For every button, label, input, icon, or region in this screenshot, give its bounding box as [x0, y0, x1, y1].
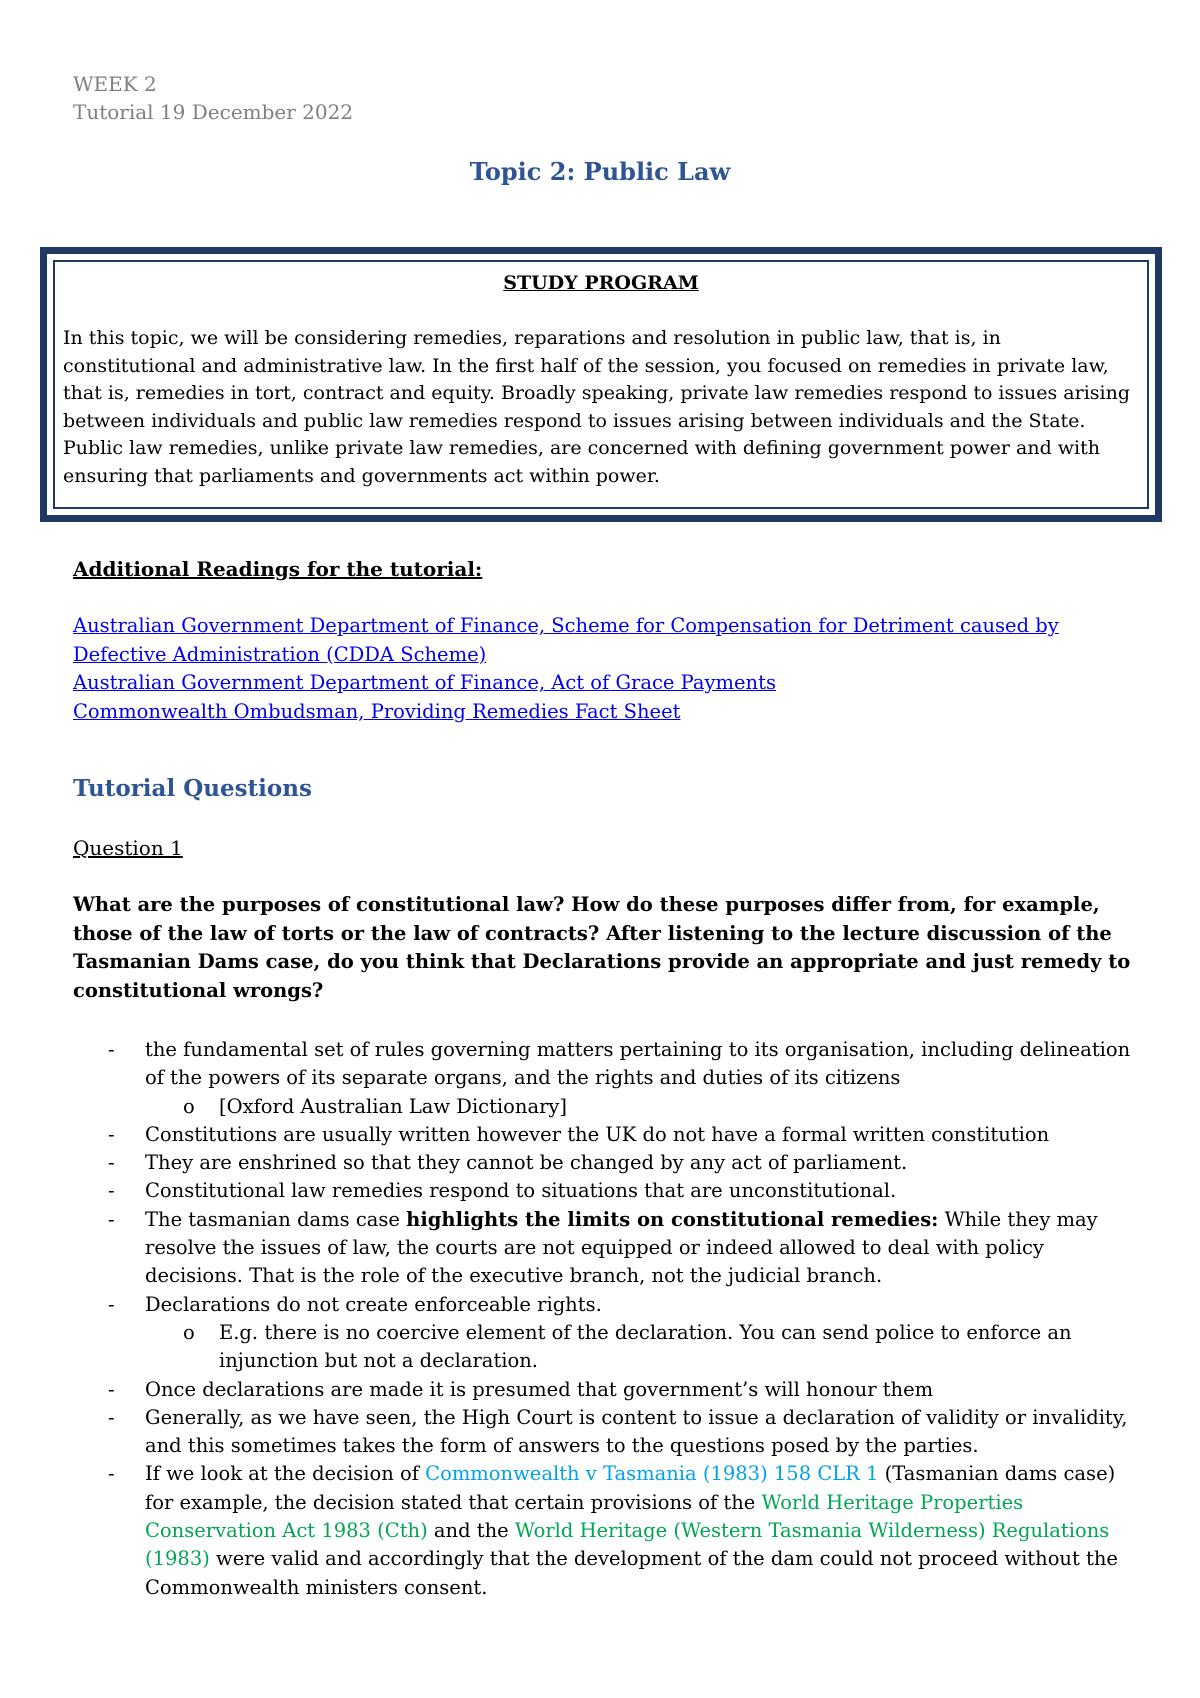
dash-bullet: - [108, 1405, 115, 1429]
dash-bullet: - [108, 1151, 115, 1175]
list-item [73, 1460, 1133, 1601]
answer-text: the fundamental set of rules governing matters pertaining to its organisation, including delineation of the powers of its separate organs, and the rights and duties of its citizens [145, 1038, 1131, 1090]
dash-bullet: - [108, 1462, 115, 1486]
dash-bullet: - [108, 1038, 115, 1061]
answer-text: Generally, as we have seen, the High Court is content to issue a declaration of validity or invalidity, and this sometimes takes the form of answers to the questions posed by the parties. [145, 1405, 1128, 1458]
circle-bullet: o [183, 1320, 195, 1344]
answer-text: Once declarations are made it is presumed that government’s will honour them [145, 1377, 934, 1401]
dash-bullet: - [108, 1377, 115, 1401]
list-item [73, 1149, 1133, 1177]
answer-subtext: E.g. there is no coercive element of the declaration. You can send police to enforce an injunction but not a declaration. [219, 1320, 1072, 1373]
list-item [73, 1291, 1133, 1319]
dash-bullet: - [108, 1179, 115, 1203]
answer-text: Declarations do not create enforceable rights. [145, 1292, 602, 1316]
answer-text: Constitutional law remedies respond to situations that are unconstitutional. [145, 1179, 897, 1203]
statute-citation: World Heritage Properties Conservation Act 1983 (Cth) [145, 1490, 1024, 1543]
study-program-body: In this topic, we will be considering remedies, reparations and resolution in public law, that is, in constitutional and administrative law. In the first half of the session, you focused on remedies in private law, that is, remedies in tort, contract and equity. Broadly speaking, private law remedies respond to issues arising between individuals and public law remedies respond to issues arising between individuals and the State. Public law remedies, unlike private law remedies, are concerned with defining government power and with ensuring that parliaments and governments act within power. [63, 327, 1130, 487]
list-item [73, 1036, 1133, 1093]
answer-text: They are enshrined so that they cannot be changed by any act of parliament. [145, 1151, 908, 1175]
list-item [73, 1121, 1133, 1149]
answer-text: were valid and accordingly that the development of the dam could not proceed without the Commonwealth ministers consent. [145, 1547, 1118, 1599]
answer-text: and the [427, 1519, 515, 1543]
sub-list-item [73, 1319, 1133, 1376]
week-label: WEEK 2 [73, 72, 157, 96]
tutorial-date: Tutorial 19 December 2022 [73, 100, 354, 124]
dash-bullet: - [108, 1122, 115, 1146]
case-citation: Commonwealth v Tasmania (1983) 158 CLR 1 [425, 1462, 879, 1486]
list-item [73, 1404, 1133, 1461]
circle-bullet: o [183, 1094, 195, 1118]
readings-links [73, 612, 1133, 726]
answer-text: Constitutions are usually written however the UK do not have a formal written constitution [145, 1122, 1050, 1146]
answer-emphasis: highlights the limits on constitutional remedies: [406, 1207, 939, 1231]
question-1-label: Question 1 [73, 836, 183, 860]
regulation-citation: World Heritage (Western Tasmania Wilderness) Regulations (1983) [145, 1519, 1110, 1571]
link-ombudsman-fact-sheet[interactable]: Commonwealth Ombudsman, Providing Remedies Fact Sheet [73, 699, 681, 723]
dash-bullet: - [108, 1207, 115, 1231]
page-header [73, 70, 353, 126]
question-1-text: What are the purposes of constitutional law? How do these purposes differ from, for example, those of the law of torts or the law of contracts? After listening to the lecture discussion of the Tasmanian Dams case, do you think that Declarations provide an appropriate and just remedy to constitutional wrongs? [73, 893, 1131, 1002]
link-cdda-scheme[interactable]: Australian Government Department of Finance, Scheme for Compensation for Detriment caused by Defective Administration (CDDA Scheme) [73, 614, 1059, 666]
answer-text: While they may resolve the issues of law, the courts are not equipped or indeed allowed to deal with policy decisions. That is the role of the executive branch, not the judicial branch. [145, 1207, 1098, 1288]
answer-text: The tasmanian dams case [145, 1207, 407, 1231]
answer-text: If we look at the decision of [145, 1462, 426, 1486]
readings-heading: Additional Readings for the tutorial: [73, 557, 483, 581]
list-item [73, 1177, 1133, 1205]
study-program-heading: STUDY PROGRAM [503, 272, 699, 294]
list-item [73, 1376, 1133, 1404]
dash-bullet: - [108, 1292, 115, 1316]
sub-list-item [73, 1093, 1133, 1121]
answer-subtext: [Oxford Australian Law Dictionary] [219, 1094, 568, 1118]
link-act-of-grace[interactable]: Australian Government Department of Finance, Act of Grace Payments [73, 671, 776, 694]
study-program-box [40, 247, 1162, 522]
answer-list [73, 1036, 1133, 1602]
answer-text: (Tasmanian dams case) for example, the decision stated that certain provisions of the [145, 1462, 1116, 1514]
page-title: Topic 2: Public Law [469, 157, 731, 186]
list-item [73, 1206, 1133, 1291]
study-program-inner [53, 260, 1149, 509]
tutorial-questions-heading: Tutorial Questions [73, 775, 312, 802]
